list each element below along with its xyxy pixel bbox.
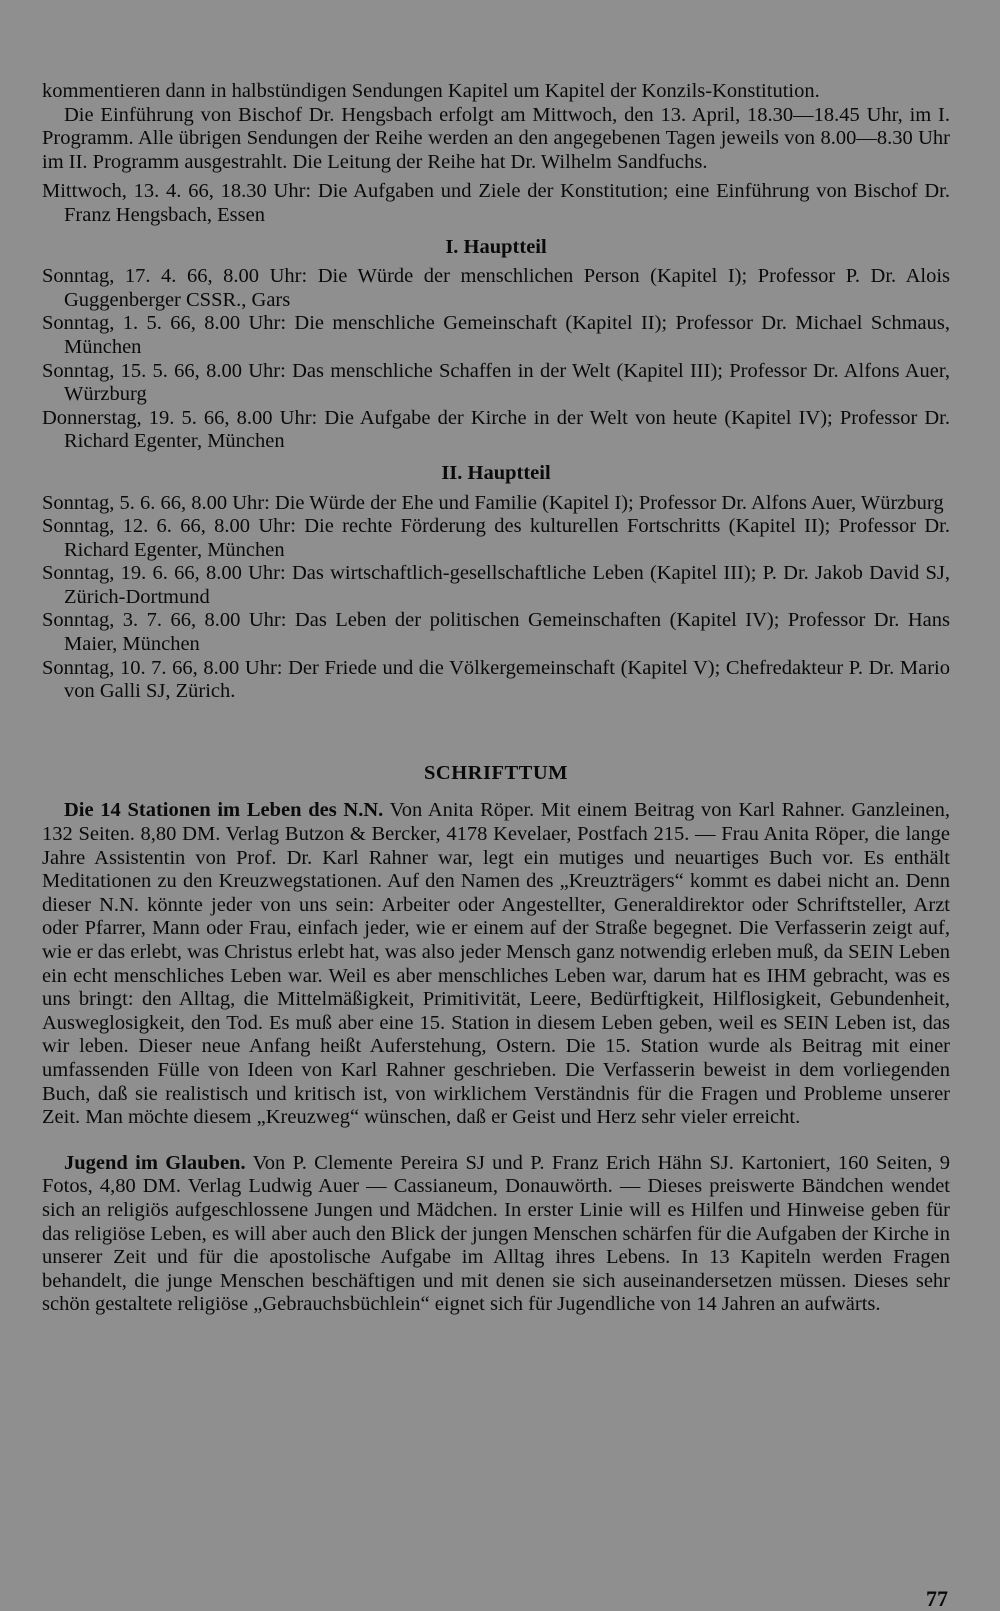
intro-line: kommentieren dann in halbstündigen Sendungen Kapitel um Kapitel der Konzils-Konstitution. bbox=[42, 80, 820, 102]
review-entry bbox=[42, 1152, 950, 1317]
part1-item: Donnerstag, 19. 5. 66, 8.00 Uhr: Die Aufgabe der Kirche in der Welt von heute (Kapitel IV); Professor Dr. Richard Egenter, München bbox=[42, 406, 950, 453]
part2-item: Sonntag, 3. 7. 66, 8.00 Uhr: Das Leben der politischen Gemeinschaften (Kapitel IV); Professor Dr. Hans Maier, München bbox=[42, 609, 950, 656]
part1-item: Sonntag, 17. 4. 66, 8.00 Uhr: Die Würde der menschlichen Person (Kapitel I); Professor P. Dr. Alois Guggenberger CSSR., Gars bbox=[42, 265, 950, 311]
review-body: Von P. Clemente Pereira SJ und P. Franz Erich Hähn SJ. Kartoniert, 160 Seiten, 9 Fotos, 4,80 DM. Verlag Ludwig Auer — Cassianeum, Donauwörth. — Dieses preiswerte Bändchen wendet sich an religiös aufgeschlossene Jungen und Mädchen. In erster Linie will es Hilfen und Hinweise geben für das religiöse Leben, es will aber auch den Blick der jungen Menschen schärfen für die Aufgaben der Kirche in unserer Zeit und für die apostolische Aufgabe im Alltag ihres Lebens. In 13 Kapiteln werden Fragen behandelt, die junge Menschen beschäftigen und mit denen sie sich auseinandersetzen müssen. Dieses sehr schön gestaltete religiöse „Gebrauchsbüchlein“ eignet sich für Jugendliche von 14 Jahren an aufwärts. bbox=[42, 1151, 950, 1316]
page-number: 77 bbox=[926, 1586, 948, 1611]
section-title: SCHRIFTTUM bbox=[424, 761, 568, 784]
part2-item: Sonntag, 12. 6. 66, 8.00 Uhr: Die rechte Förderung des kulturellen Fortschritts (Kapitel II); Professor Dr. Richard Egenter, München bbox=[42, 515, 950, 561]
part1-item: Sonntag, 1. 5. 66, 8.00 Uhr: Die menschliche Gemeinschaft (Kapitel II); Professor Dr. Michael Schmaus, München bbox=[42, 312, 950, 358]
part1-heading: I. Hauptteil bbox=[445, 235, 547, 258]
part1-item: Sonntag, 15. 5. 66, 8.00 Uhr: Das menschliche Schaffen in der Welt (Kapitel III); Professor Dr. Alfons Auer, Würzburg bbox=[42, 359, 950, 406]
review-title: Die 14 Stationen im Leben des N.N. bbox=[64, 799, 384, 822]
part2-heading: II. Hauptteil bbox=[441, 461, 551, 484]
intro-paragraph: Die Einführung von Bischof Dr. Hengsbach erfolgt am Mittwoch, den 13. April, 18.30—18.45 Uhr, im I. Programm. Alle übrigen Sendungen der Reihe werden an den angegebenen Tagen jeweils von 8.00—8.30 Uhr im II. Programm ausgestrahlt. Die Leitung der Reihe hat Dr. Wilhelm Sandfuchs. bbox=[42, 103, 950, 173]
review-body: Von Anita Röper. Mit einem Beitrag von Karl Rahner. Ganzleinen, 132 Seiten. 8,80 DM. Verlag Butzon & Bercker, 4178 Kevelaer, Postfach 215. — Frau Anita Röper, die lange Jahre Assistentin von Prof. Dr. Karl Rahner war, legt ein mutiges und neuartiges Buch vor. Es enthält Meditationen zu den Kreuzwegstationen. Auf den Namen des „Kreuzträgers“ kommt es dabei nicht an. Denn dieser N.N. könnte jeder von uns sein: Arbeiter oder Angestellter, Generaldirektor oder Schriftsteller, Arzt oder Pfarrer, Mann oder Frau, einfach jeder, wie er einem auf der Straße begegnet. Die Verfasserin zeigt auf, wie er das erlebt, was Christus erlebt hat, was also jeder Mensch ganz notwendig erleben muß, da SEIN Leben ein echt menschliches Leben war. Weil es aber menschliches Leben war, darum hat es IHM gebracht, was es uns bringt: den Alltag, die Mittelmäßigkeit, Primitivität, Leere, Bedürftigkeit, Hilflosigkeit, Gebundenheit, Ausweglosigkeit, den Tod. Es muß aber eine 15. Station in diesem Leben geben, weil es SEIN Leben ist, das wir leben. Dieser neue Anfang heißt Auferstehung, Ostern. Die 15. Station wurde als Beitrag mit einer umfassenden Fülle von Ideen von Karl Rahner geschrieben. Die Verfasserin beweist in dem vorliegenden Buch, daß sie realistisch und kritisch ist, von wirklichem Verständnis für die Fragen und Probleme unserer Zeit. Man möchte diesem „Kreuzweg“ wünschen, daß er Geist und Herz sehr vieler erreicht. bbox=[42, 799, 950, 1129]
part2-item: Sonntag, 5. 6. 66, 8.00 Uhr: Die Würde der Ehe und Familie (Kapitel I); Professor Dr. Alfons Auer, Würzburg bbox=[42, 491, 944, 514]
page-content bbox=[42, 80, 950, 1317]
part2-item: Sonntag, 10. 7. 66, 8.00 Uhr: Der Friede und die Völkergemeinschaft (Kapitel V); Chefredakteur P. Dr. Mario von Galli SJ, Zürich. bbox=[42, 656, 950, 703]
kickoff-broadcast: Mittwoch, 13. 4. 66, 18.30 Uhr: Die Aufgaben und Ziele der Konstitution; eine Einführung von Bischof Dr. Franz Hengsbach, Essen bbox=[42, 180, 950, 226]
part2-item: Sonntag, 19. 6. 66, 8.00 Uhr: Das wirtschaftlich-gesellschaftliche Leben (Kapitel III); P. Dr. Jakob David SJ, Zürich-Dortmund bbox=[42, 562, 950, 608]
review-title: Jugend im Glauben. bbox=[64, 1151, 246, 1174]
review-entry bbox=[42, 799, 950, 1129]
